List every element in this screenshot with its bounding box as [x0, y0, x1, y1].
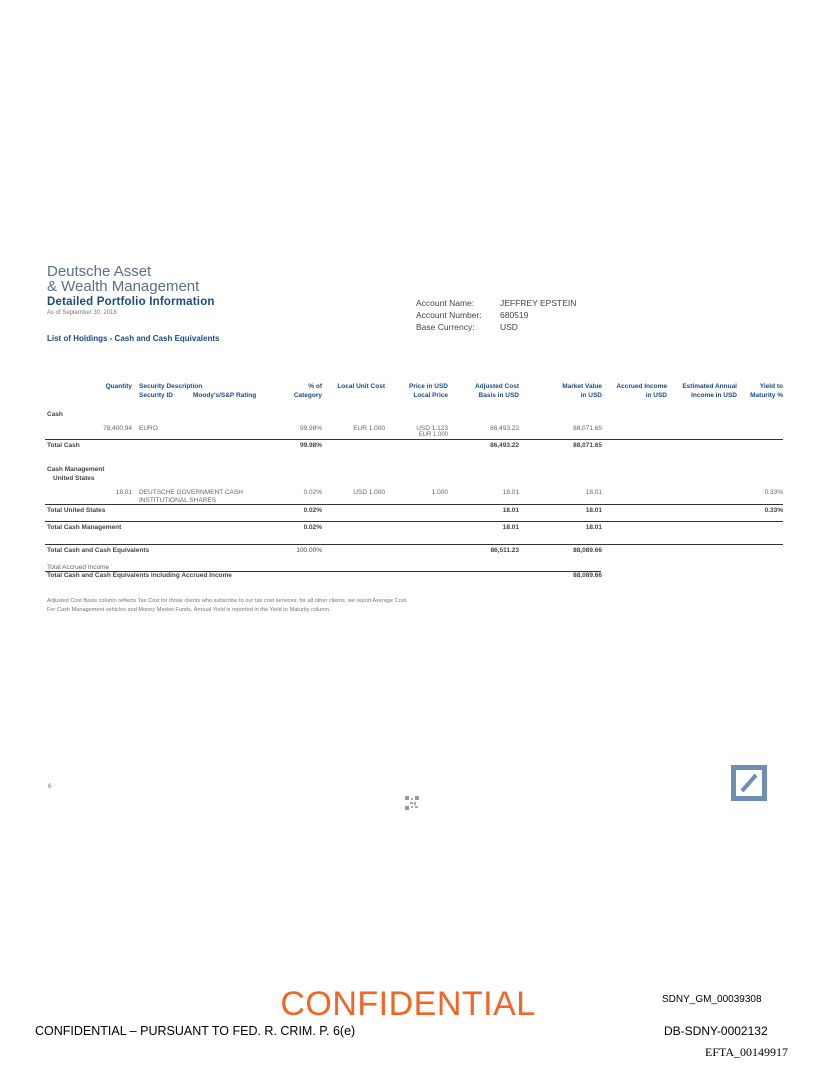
- grand-total-pct: 100.00%: [296, 547, 322, 554]
- page-title: Detailed Portfolio Information: [47, 296, 215, 308]
- col-ytm-line-2: Maturity %: [750, 392, 783, 399]
- col-pct-line-2: Category: [293, 392, 322, 399]
- col-price-line-2: Local Price: [413, 392, 448, 399]
- section-cash: Cash: [47, 411, 63, 418]
- total-cash-management-pct: 0.02%: [303, 524, 322, 531]
- total-us-market-value: 18.01: [585, 507, 602, 514]
- subsection-united-states: United States: [53, 475, 95, 482]
- cm-pct: 0.02%: [303, 489, 322, 496]
- base-currency-label: Base Currency:: [416, 322, 475, 332]
- col-quantity: Quantity: [105, 383, 132, 390]
- col-eai-line-2: Income in USD: [691, 392, 737, 399]
- cm-price-usd: 1.000: [431, 489, 448, 496]
- cash-local-price: EUR 1.000: [418, 432, 448, 438]
- col-yield-to-maturity: [736, 382, 783, 400]
- brand-line-1: Deutsche Asset: [47, 263, 152, 280]
- confidential-stamp: CONFIDENTIAL: [280, 985, 536, 1023]
- cm-description-line-1: DEUTSCHE GOVERNMENT CASH: [139, 489, 243, 496]
- col-rating: Moody's/S&P Rating: [193, 392, 257, 399]
- col-mv-line-2: in USD: [580, 392, 602, 399]
- cash-adj-cost: 86,493.22: [490, 425, 519, 432]
- cm-market-value: 18.01: [585, 489, 602, 496]
- as-of-date: As of September 30, 2018: [47, 310, 117, 316]
- col-est-annual-income: [668, 382, 737, 400]
- account-name-value: JEFFREY EPSTEIN: [500, 298, 577, 308]
- grand-total-accrued-label: Total Cash and Cash Equivalents including Accrued Income: [47, 572, 232, 579]
- col-mv-line-1: Market Value: [562, 383, 602, 390]
- col-adj-line-1: Adjusted Cost: [474, 383, 519, 390]
- grand-total-label: Total Cash and Cash Equivalents: [47, 547, 150, 554]
- divider: [45, 439, 783, 440]
- base-currency-value: USD: [500, 322, 518, 332]
- total-us-pct: 0.02%: [303, 507, 322, 514]
- efta-number: EFTA_00149917: [705, 1045, 789, 1059]
- total-us-label: Total United States: [47, 507, 106, 514]
- holdings-subtitle: List of Holdings - Cash and Cash Equivalents: [47, 334, 220, 343]
- deutsche-bank-logo-icon: [731, 765, 767, 801]
- grand-total-adj-cost: 86,511.23: [490, 547, 519, 554]
- col-adj-line-2: Basis in USD: [478, 392, 519, 399]
- cm-quantity: 18.01: [115, 489, 132, 496]
- footer-confidential-notice: CONFIDENTIAL – PURSUANT TO FED. R. CRIM. P. 6(e): [35, 1024, 356, 1038]
- col-local-unit-cost: Local Unit Cost: [337, 383, 385, 390]
- cash-market-value: 88,071.65: [573, 425, 602, 432]
- total-cash-market-value: 88,071.65: [573, 442, 602, 449]
- cash-quantity: 78,400.94: [103, 425, 132, 432]
- brand-name: [47, 264, 199, 294]
- col-pct-line-1: % of: [308, 383, 322, 390]
- footnote-2: For Cash Management vehicles and Money Market Funds, Annual Yield is reported in the Yield to Maturity column.: [47, 607, 331, 613]
- cm-adj-cost: 18.01: [502, 489, 519, 496]
- col-eai-line-1: Estimated Annual: [682, 383, 737, 390]
- page-number: 6: [48, 783, 52, 790]
- col-market-value: [530, 382, 602, 400]
- col-adjusted-cost: [455, 382, 519, 400]
- cash-pct: 99.98%: [299, 425, 322, 432]
- grand-total-accrued-market-value: 88,089.66: [573, 572, 602, 579]
- footnote-1: Adjusted Cost Basis column reflects Tax Cost for those clients who subscribe to our tax cost services; for all other clients, we report Average Cost.: [47, 598, 408, 604]
- col-security-description: Security Description: [139, 383, 203, 390]
- bates-number-db: DB-SDNY-0002132: [664, 1024, 768, 1038]
- divider: [45, 544, 783, 545]
- cash-description: EURO: [139, 425, 158, 432]
- cm-description-line-2: INSTITUTIONAL SHARES: [139, 497, 217, 504]
- total-cash-management-market-value: 18.01: [585, 524, 602, 531]
- total-cash-label: Total Cash: [47, 442, 80, 449]
- col-ai-line-2: in USD: [645, 392, 667, 399]
- total-us-adj-cost: 18.01: [502, 507, 519, 514]
- divider: [45, 521, 783, 522]
- section-cash-management: Cash Management: [47, 466, 105, 473]
- cash-local-unit-cost: EUR 1.000: [353, 425, 385, 432]
- brand-line-2: & Wealth Management: [47, 278, 200, 295]
- col-pct-category: [270, 382, 322, 400]
- col-ai-line-1: Accrued Income: [616, 383, 667, 390]
- account-name-label: Account Name:: [416, 298, 475, 308]
- col-accrued-income: [600, 382, 667, 400]
- total-cash-adj-cost: 86,493.22: [490, 442, 519, 449]
- bates-number-sdny: SDNY_GM_00039308: [662, 994, 762, 1005]
- accrued-income-label: Total Accrued Income: [47, 564, 110, 571]
- grand-total-market-value: 88,089.66: [573, 547, 602, 554]
- account-number-value: 680519: [500, 310, 529, 320]
- col-security-id: Security ID: [139, 392, 173, 399]
- cm-local-unit-cost: USD 1.000: [353, 489, 385, 496]
- divider: [45, 504, 783, 505]
- total-cash-management-adj-cost: 18.01: [502, 524, 519, 531]
- total-cash-pct: 99.98%: [299, 442, 322, 449]
- qr-code-icon: [405, 796, 419, 810]
- col-ytm-line-1: Yield to: [759, 383, 783, 390]
- total-cash-management-label: Total Cash Management: [47, 524, 122, 531]
- cm-ytm: 0.33%: [764, 489, 783, 496]
- col-price: [390, 382, 448, 400]
- cash-price-usd: USD 1.123: [416, 425, 448, 432]
- total-us-ytm: 0.33%: [764, 507, 783, 514]
- col-price-line-1: Price in USD: [408, 383, 448, 390]
- account-number-label: Account Number:: [416, 310, 482, 320]
